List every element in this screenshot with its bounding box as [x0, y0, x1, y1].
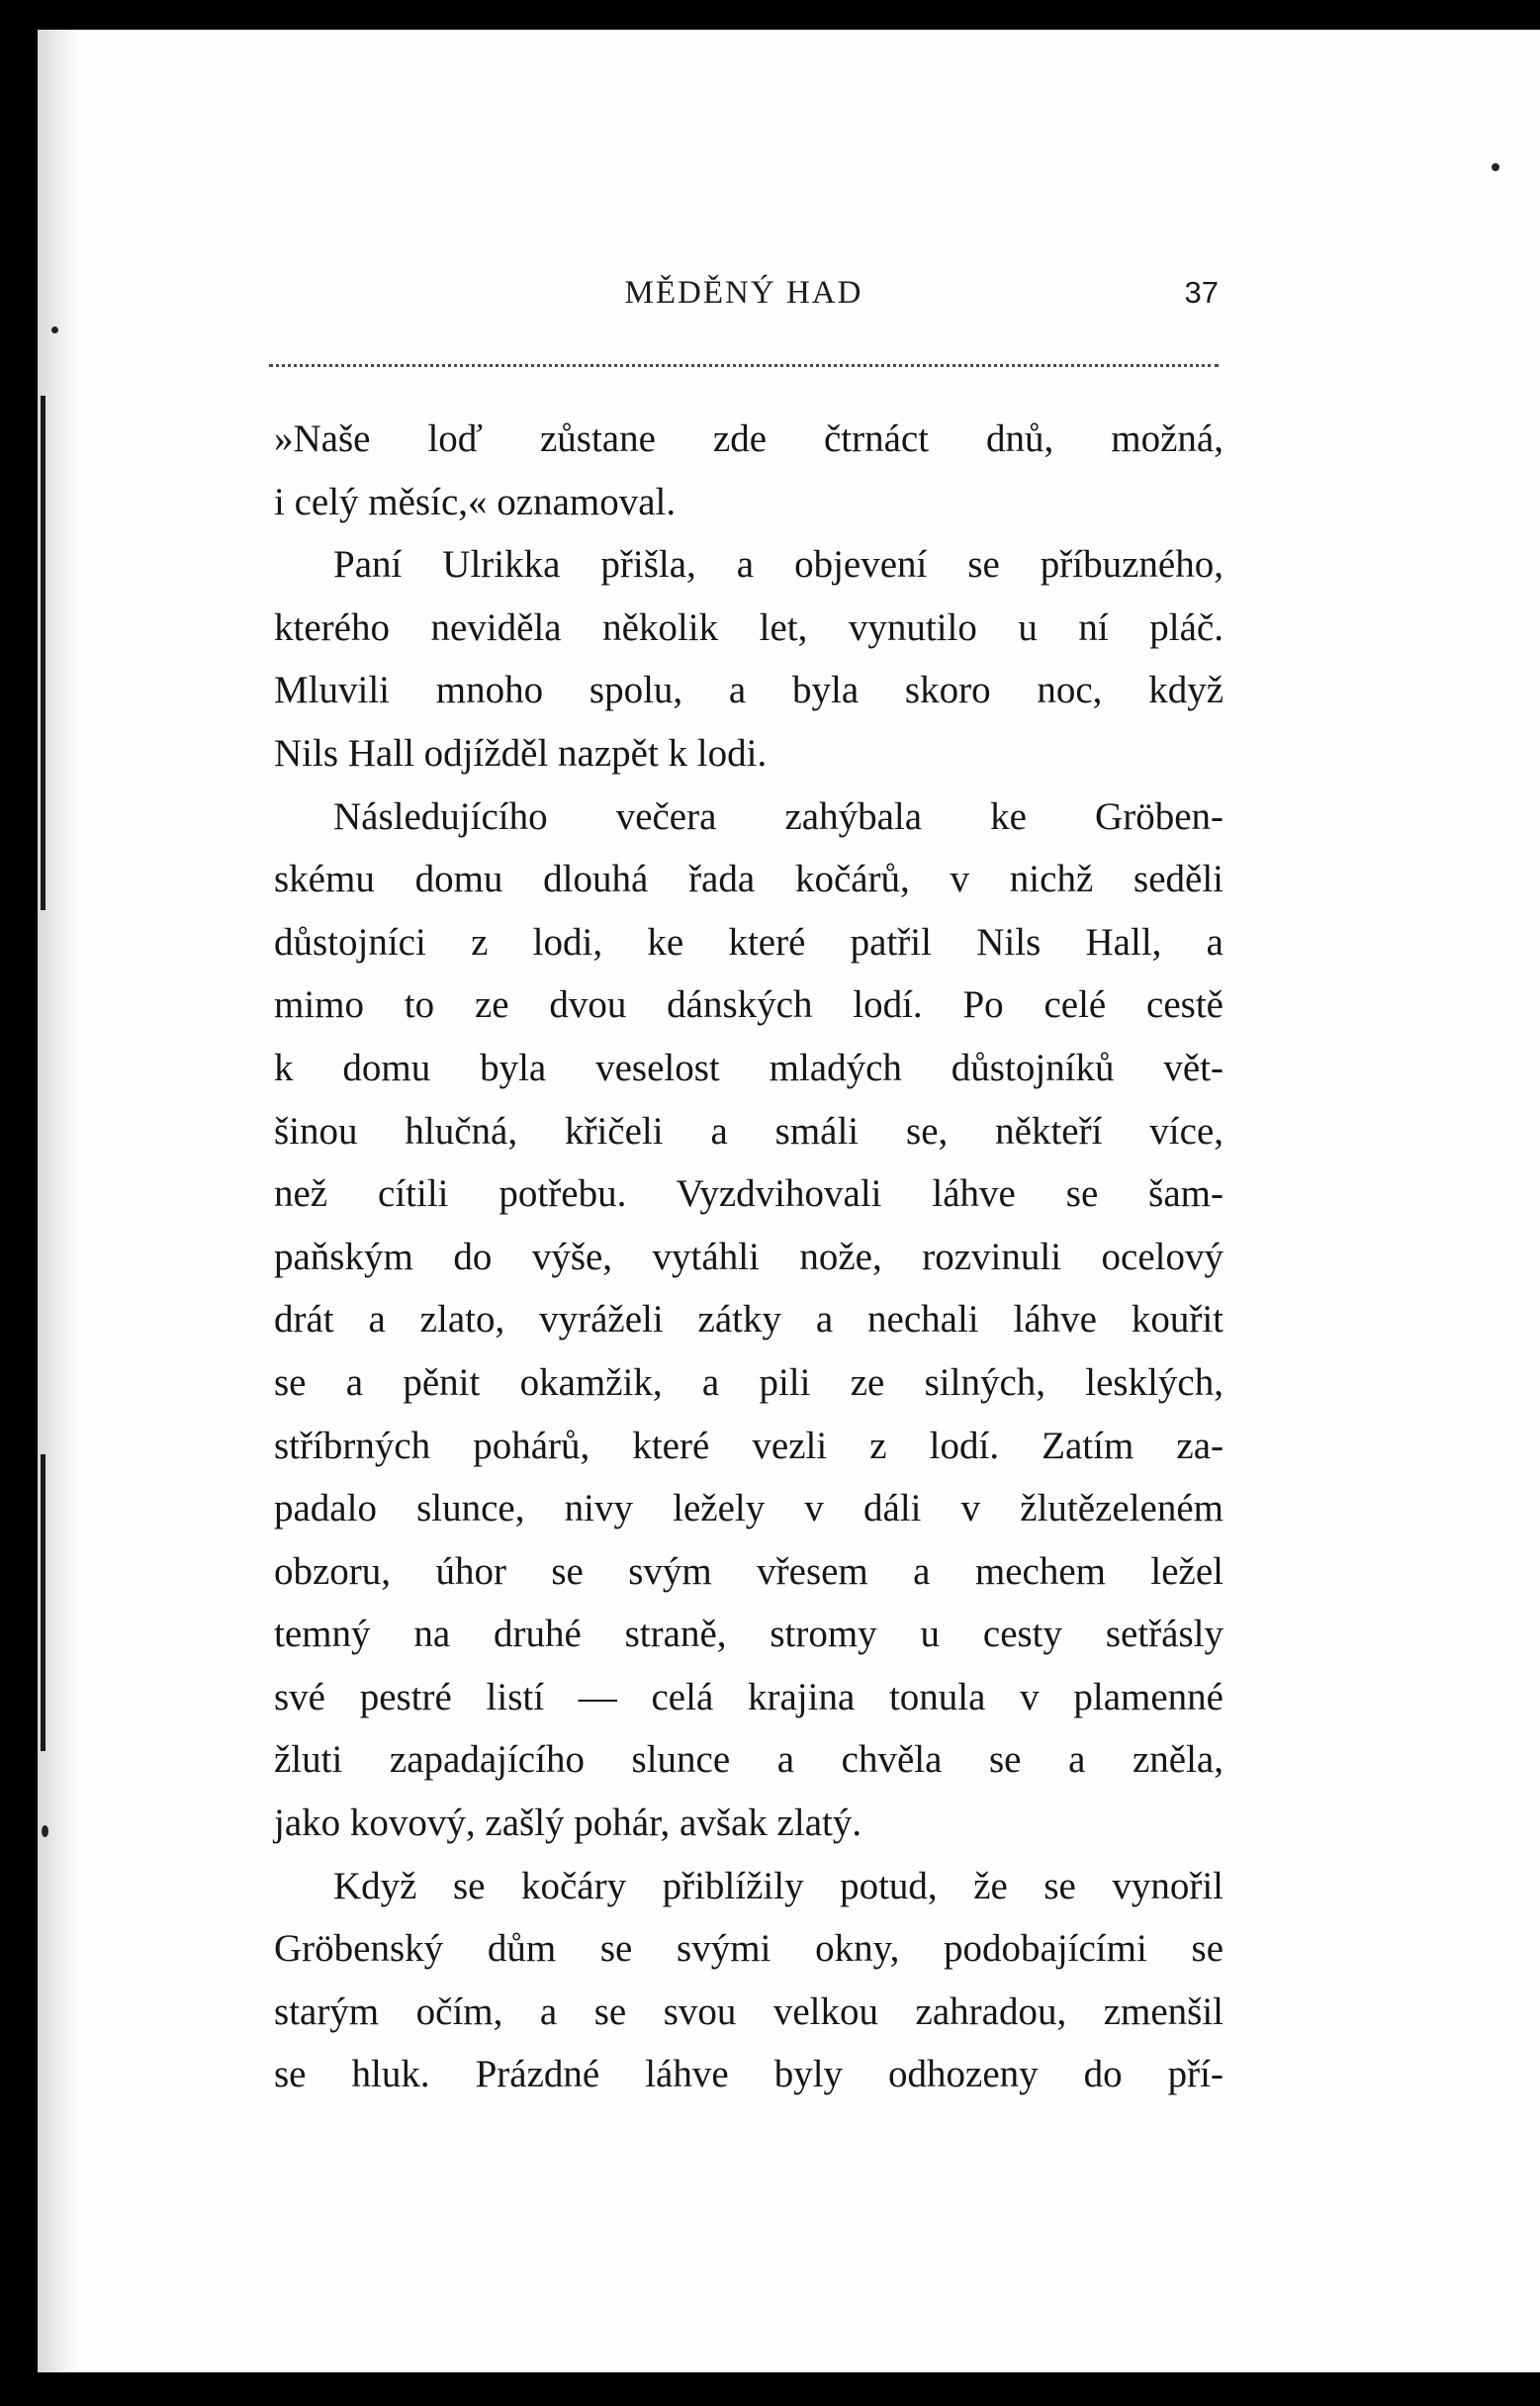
speck: [42, 1825, 48, 1837]
text-line: se a pěnit okamžik, a pili ze silných, lesklých,: [274, 1360, 1223, 1404]
body-text: [274, 408, 1223, 2106]
text-line: Mluvili mnoho spolu, a byla skoro noc, když: [274, 669, 1223, 712]
text-line: stříbrných pohárů, které vezli z lodí. Zatím za-: [274, 1424, 1223, 1467]
text-line: Následujícího večera zahýbala ke Gröben-: [333, 794, 1223, 838]
text-line: mimo to ze dvou dánských lodí. Po celé cestě: [274, 983, 1223, 1027]
binding-shadow: [38, 30, 77, 2372]
text-line: »Naše loď zůstane zde čtrnáct dnů, možná,: [274, 417, 1223, 460]
text-line: k domu byla veselost mladých důstojníků vět-: [274, 1046, 1223, 1089]
running-title: MĚDĚNÝ HAD: [624, 275, 863, 311]
text-line: skému domu dlouhá řada kočárů, v nichž seděli: [274, 858, 1223, 901]
text-line: temný na druhé straně, stromy u cesty setřásly: [274, 1613, 1223, 1656]
spine-mark: [41, 1454, 45, 1751]
text-line: Nils Hall odjížděl nazpět k lodi.: [274, 731, 768, 775]
text-line: obzoru, úhor se svým vřesem a mechem ležel: [274, 1549, 1223, 1593]
spine-mark: [41, 396, 45, 910]
text-line: Když se kočáry přiblížily potud, že se vynořil: [333, 1864, 1223, 1907]
text-line: jako kovový, zašlý pohár, avšak zlatý.: [274, 1802, 862, 1845]
text-line: padalo slunce, nivy ležely v dáli v žlutězeleném: [274, 1487, 1223, 1530]
text-line: drát a zlato, vyráželi zátky a nechali láhve kouřit: [274, 1298, 1223, 1342]
page-number: 37: [1184, 275, 1219, 310]
text-line: i celý měsíc,« oznamoval.: [274, 480, 677, 523]
text-line: Paní Ulrikka přišla, a objevení se příbuzného,: [333, 543, 1223, 587]
text-line: kterého neviděla několik let, vynutilo u ní pláč.: [274, 605, 1223, 649]
speck: [1492, 163, 1499, 171]
text-line: šinou hlučná, křičeli a smáli se, někteří více,: [274, 1109, 1223, 1153]
header-rule: [269, 364, 1219, 367]
text-line: Gröbenský dům se svými okny, podobajícími se: [274, 1927, 1223, 1971]
text-line: se hluk. Prázdné láhve byly odhozeny do pří-: [274, 2053, 1223, 2096]
text-line: žluti zapadajícího slunce a chvěla se a zněla,: [274, 1738, 1223, 1782]
running-head: [269, 275, 1219, 324]
text-line: důstojníci z lodi, ke které patřil Nils Hall, a: [274, 920, 1223, 964]
speck: [51, 326, 58, 333]
text-line: starým očím, a se svou velkou zahradou, zmenšil: [274, 1990, 1223, 2033]
text-line: než cítili potřebu. Vyzdvihovali láhve se šam-: [274, 1172, 1223, 1216]
text-line: své pestré listí — celá krajina tonula v plamenné: [274, 1675, 1223, 1718]
book-page: [38, 30, 1540, 2372]
text-line: paňským do výše, vytáhli nože, rozvinuli ocelový: [274, 1235, 1223, 1278]
